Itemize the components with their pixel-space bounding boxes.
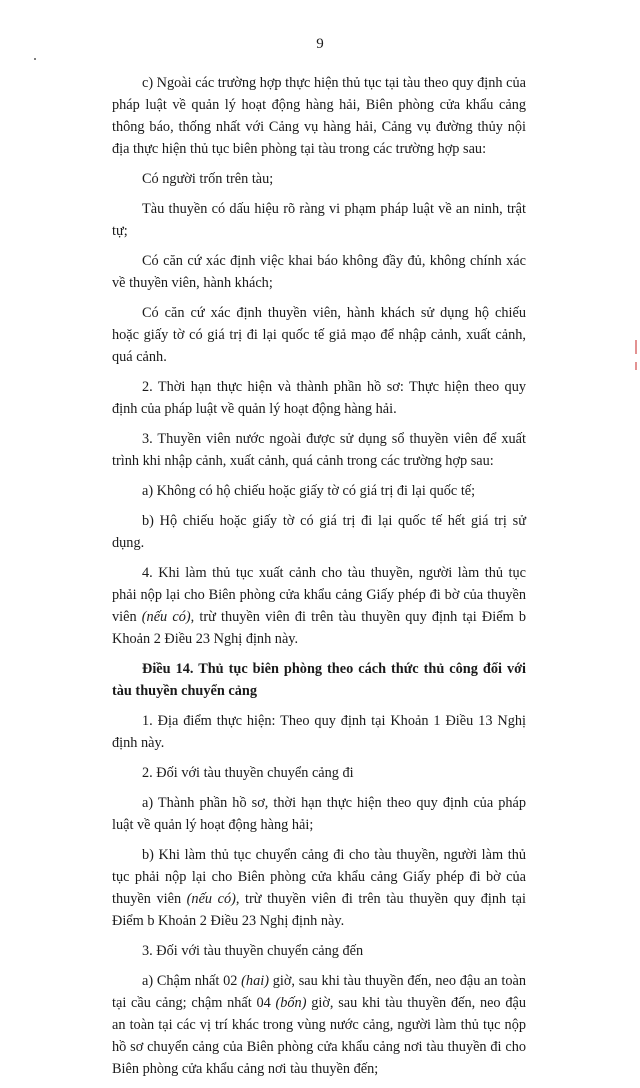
paragraph: c) Ngoài các trường hợp thực hiện thủ tục tại tàu theo quy định của pháp luật về quản lý hoạt động hàng hải, Biên phòng cửa khẩu cảng thông báo, thống nhất với Cảng vụ hàng hải, Cảng vụ đường thủy nội địa thực hiện thủ tục biên phòng tại tàu trong các trường hợp sau:: [112, 75, 526, 157]
document-body: [112, 72, 526, 1088]
paragraph-text: b) Khi làm thủ tục chuyển cảng đi cho tàu thuyền, người làm thủ tục phải nộp lại cho Biên phòng cửa khẩu cảng Giấy phép đi bờ của thuyền viên: [112, 847, 526, 907]
paragraph: 3. Thuyền viên nước ngoài được sử dụng sổ thuyền viên để xuất trình khi nhập cảnh, xuất cảnh, quá cảnh trong các trường hợp sau:: [112, 431, 526, 469]
paragraph: Có căn cứ xác định việc khai báo không đầy đủ, không chính xác về thuyền viên, hành khách;: [112, 253, 526, 291]
paragraph: a) Thành phần hồ sơ, thời hạn thực hiện theo quy định của pháp luật về quản lý hoạt động hàng hải;: [112, 795, 526, 833]
page-number: 9: [316, 36, 324, 52]
paragraph-text: , trừ thuyền viên đi trên tàu thuyền quy định tại Điểm b Khoản 2 Điều 23 Nghị định này.: [112, 609, 526, 647]
scan-edge-mark: [635, 340, 637, 354]
paragraph: Có căn cứ xác định thuyền viên, hành khách sử dụng hộ chiếu hoặc giấy tờ có giá trị đi lại quốc tế giả mạo để nhập cảnh, xuất cảnh, quá cảnh.: [112, 305, 526, 365]
paragraph-text: 4. Khi làm thủ tục xuất cảnh cho tàu thuyền, người làm thủ tục phải nộp lại cho Biên phòng cửa khẩu cảng Giấy phép đi bờ của thuyền viên: [112, 565, 526, 625]
paragraph: [112, 562, 526, 650]
italic-note: (bốn): [275, 995, 307, 1011]
italic-note: (nếu có): [186, 891, 236, 907]
article-heading: Điều 14. Thủ tục biên phòng theo cách thức thủ công đối với tàu thuyền chuyển cảng: [112, 661, 526, 699]
paragraph-text: a) Chậm nhất 02: [142, 973, 242, 989]
paragraph: 1. Địa điểm thực hiện: Theo quy định tại Khoản 1 Điều 13 Nghị định này.: [112, 713, 526, 751]
paragraph: [112, 844, 526, 932]
paragraph: 2. Đối với tàu thuyền chuyển cảng đi: [142, 765, 354, 781]
scan-artifact-dot: [34, 58, 36, 60]
paragraph: Tàu thuyền có dấu hiệu rõ ràng vi phạm pháp luật về an ninh, trật tự;: [112, 201, 526, 239]
italic-note: (hai): [241, 973, 269, 989]
scan-edge-mark: [635, 362, 637, 370]
paragraph: 2. Thời hạn thực hiện và thành phần hồ sơ: Thực hiện theo quy định của pháp luật về quản lý hoạt động hàng hải.: [112, 379, 526, 417]
paragraph: a) Không có hộ chiếu hoặc giấy tờ có giá trị đi lại quốc tế;: [142, 483, 476, 499]
paragraph-text: giờ, sau khi tàu thuyền đến, neo đậu an toàn tại cầu cảng; chậm nhất 04: [112, 973, 527, 1011]
paragraph: b) Hộ chiếu hoặc giấy tờ có giá trị đi lại quốc tế hết giá trị sử dụng.: [112, 513, 526, 551]
paragraph: Có người trốn trên tàu;: [142, 171, 274, 187]
paragraph-text: , trừ thuyền viên đi trên tàu thuyền quy định tại Điểm b Khoản 2 Điều 23 Nghị định này.: [112, 891, 526, 929]
italic-note: (nếu có): [141, 609, 191, 625]
paragraph: [112, 970, 526, 1080]
paragraph: 3. Đối với tàu thuyền chuyển cảng đến: [142, 943, 364, 959]
paragraph-text: giờ, sau khi tàu thuyền đến, neo đậu an toàn tại các vị trí khác trong vùng nước cảng, người làm thủ tục nộp hồ sơ chuyển cảng của Biên phòng cửa khẩu cảng nơi tàu thuyền đi cho Biên phòng cửa khẩu cảng nơi tàu thuyền đến;: [112, 995, 526, 1077]
